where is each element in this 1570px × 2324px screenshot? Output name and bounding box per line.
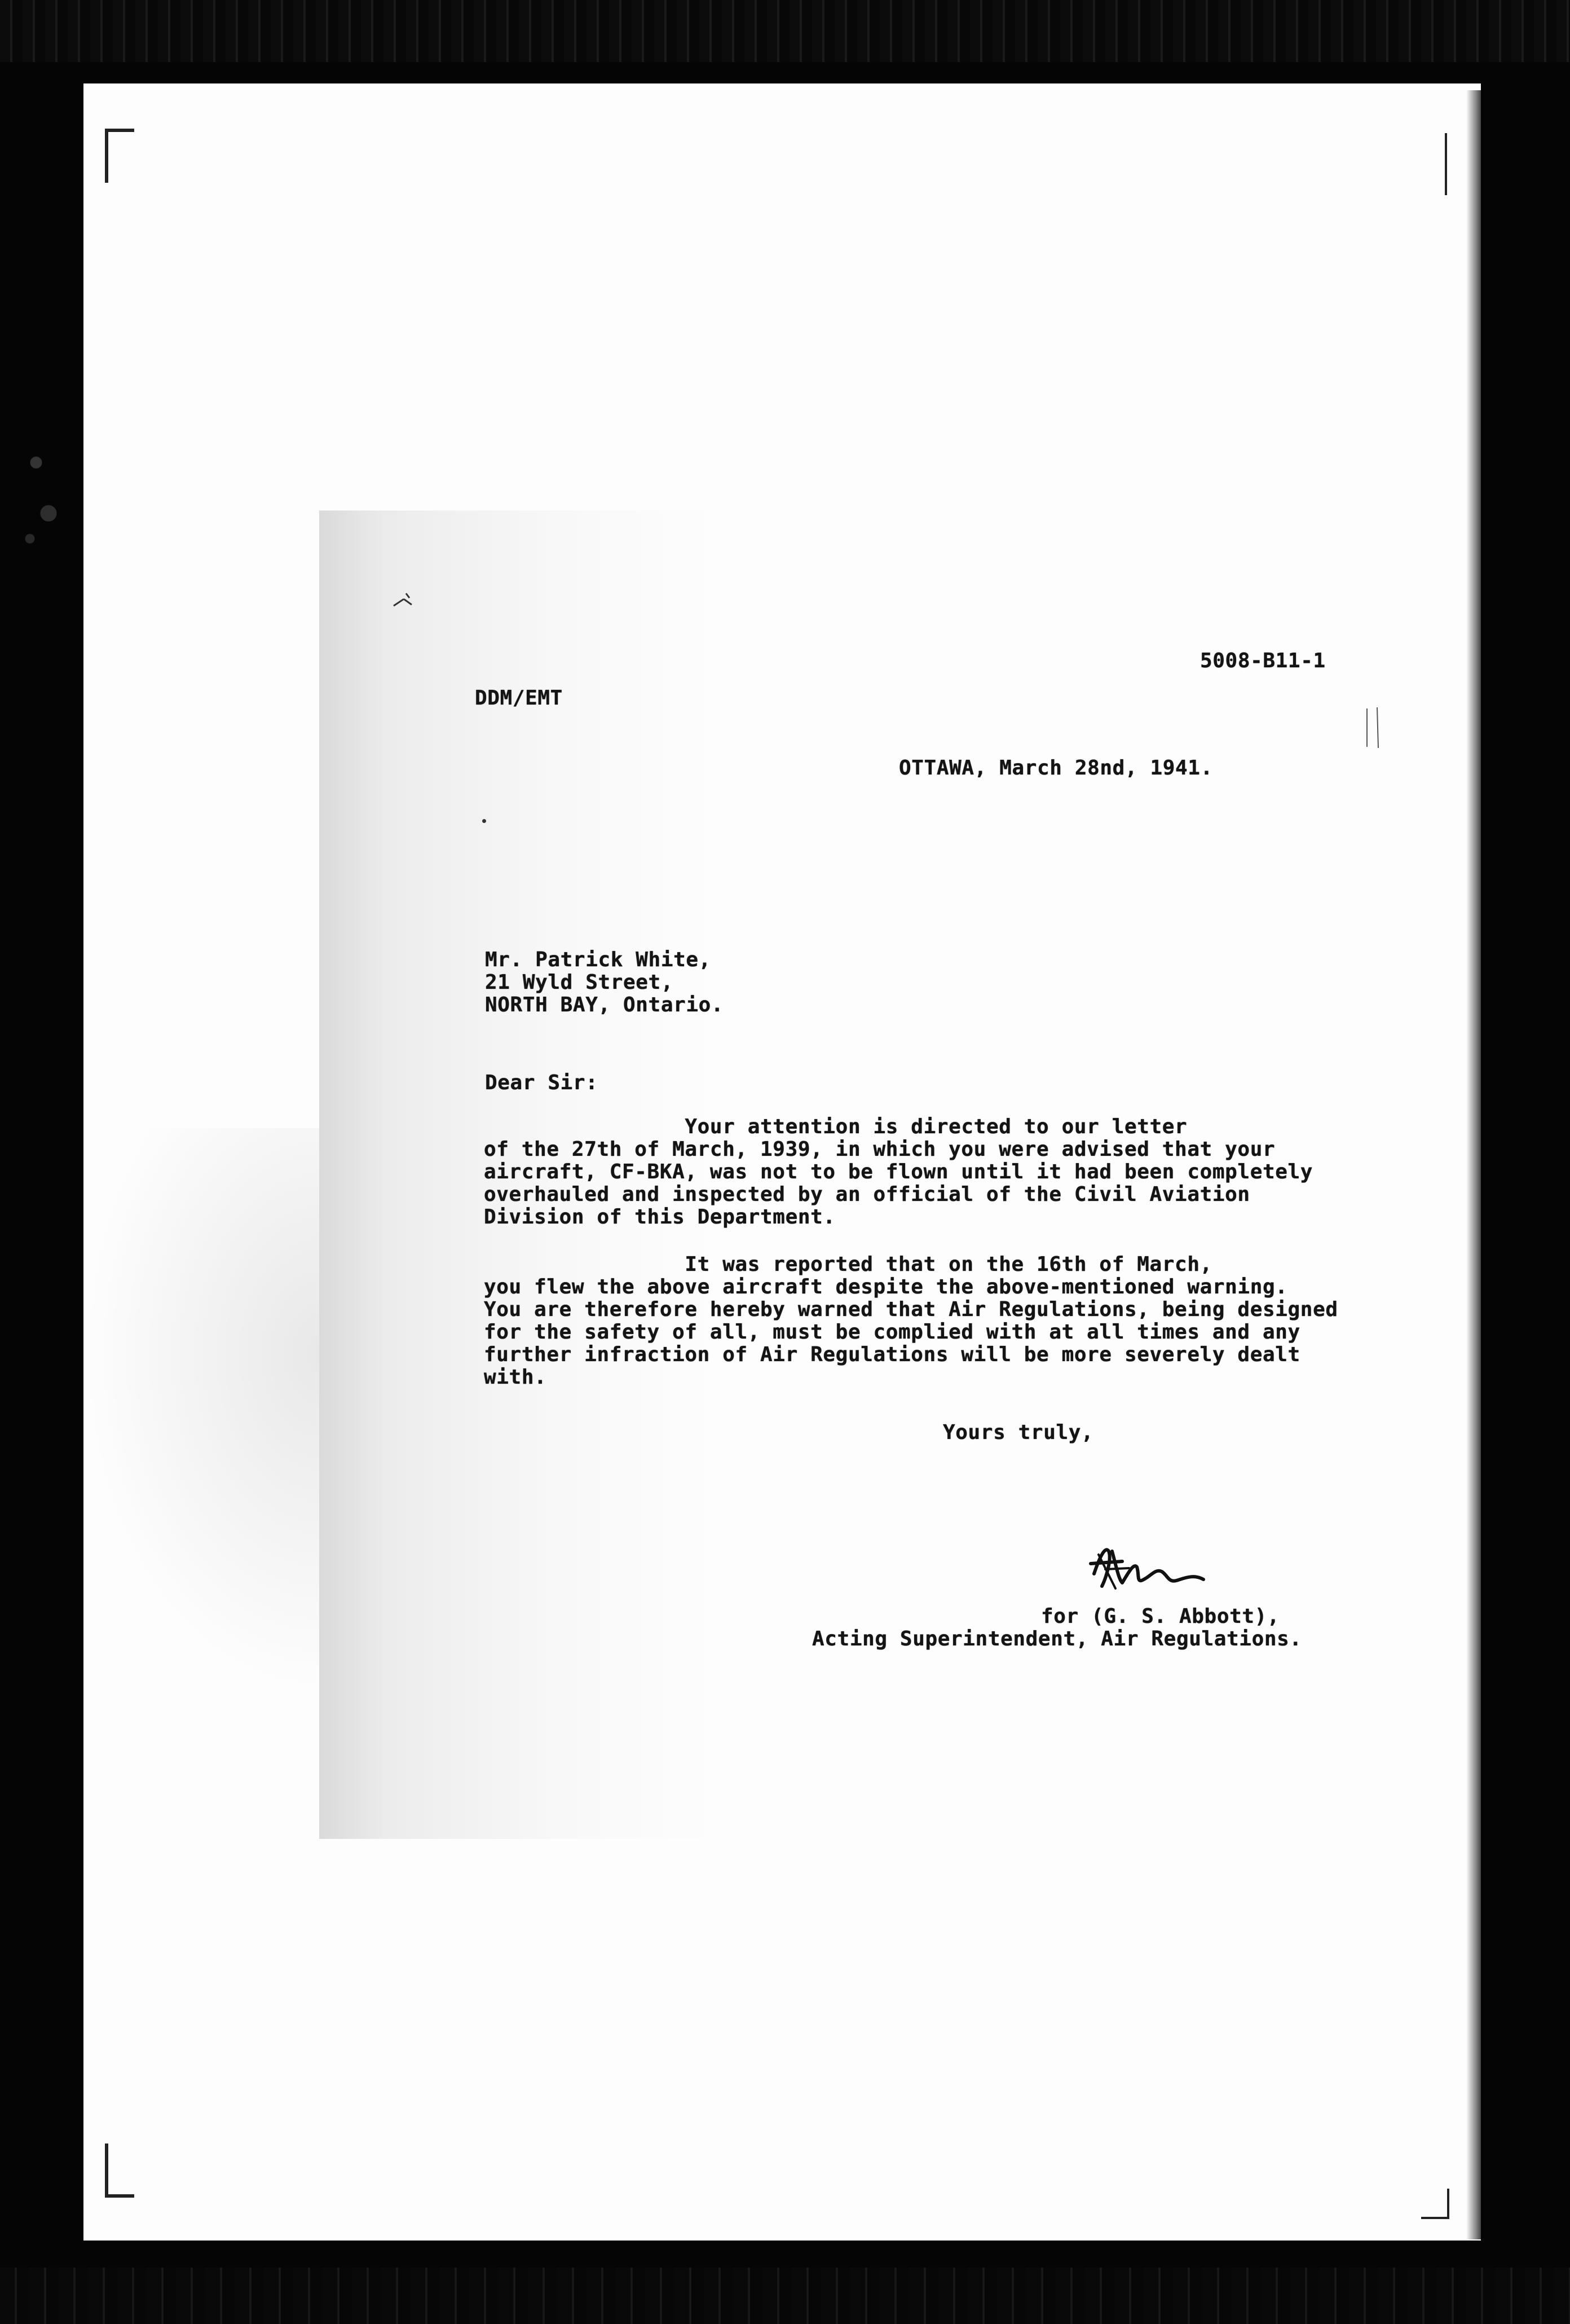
body-line: with.	[484, 1366, 547, 1389]
recipient-street: 21 Wyld Street,	[485, 971, 674, 994]
crop-mark-bottom-left	[105, 2143, 134, 2198]
body-line: Your attention is directed to our letter	[484, 1115, 1188, 1138]
recipient-city: NORTH BAY, Ontario.	[485, 993, 724, 1016]
place-date: OTTAWA, March 28nd, 1941.	[899, 756, 1213, 780]
signer-title: Acting Superintendent, Air Regulations.	[812, 1627, 1302, 1650]
film-speck	[11, 395, 73, 564]
body-line: It was reported that on the 16th of March,	[484, 1253, 1212, 1276]
binding-edge	[1466, 90, 1483, 2239]
body-line: You are therefore hereby warned that Air Regulations, being designed	[484, 1298, 1338, 1321]
margin-pencil-mark	[1362, 705, 1385, 750]
salutation: Dear Sir:	[485, 1071, 598, 1094]
signer-for: for (G. S. Abbott),	[1041, 1605, 1280, 1628]
body-paragraph-2	[484, 1253, 1338, 1389]
film-border-top	[0, 0, 1570, 62]
body-line: overhauled and inspected by an official of the Civil Aviation	[484, 1183, 1250, 1206]
body-line: you flew the above aircraft despite the above-mentioned warning.	[484, 1275, 1288, 1299]
body-line: aircraft, CF-BKA, was not to be flown until it had been completely	[484, 1160, 1313, 1183]
body-paragraph-1	[484, 1116, 1313, 1229]
stray-pen-mark	[389, 589, 423, 611]
recipient-name: Mr. Patrick White,	[485, 948, 711, 971]
crop-mark-bottom-right	[1421, 2189, 1449, 2219]
file-reference: 5008-B11-1	[1200, 649, 1326, 672]
stray-dot	[482, 819, 486, 823]
body-line: further infraction of Air Regulations will be more severely dealt	[484, 1343, 1300, 1366]
typist-initials: DDM/EMT	[475, 686, 563, 710]
film-border-bottom	[0, 2268, 1570, 2324]
closing: Yours truly,	[943, 1421, 1094, 1444]
body-line: for the safety of all, must be complied with at all times and any	[484, 1321, 1300, 1344]
body-line: Division of this Department.	[484, 1205, 836, 1229]
crop-mark-top-right	[1445, 133, 1449, 195]
handwritten-signature	[1083, 1534, 1212, 1596]
crop-mark-top-left	[105, 129, 134, 183]
body-line: of the 27th of March, 1939, in which you were advised that your	[484, 1138, 1276, 1161]
